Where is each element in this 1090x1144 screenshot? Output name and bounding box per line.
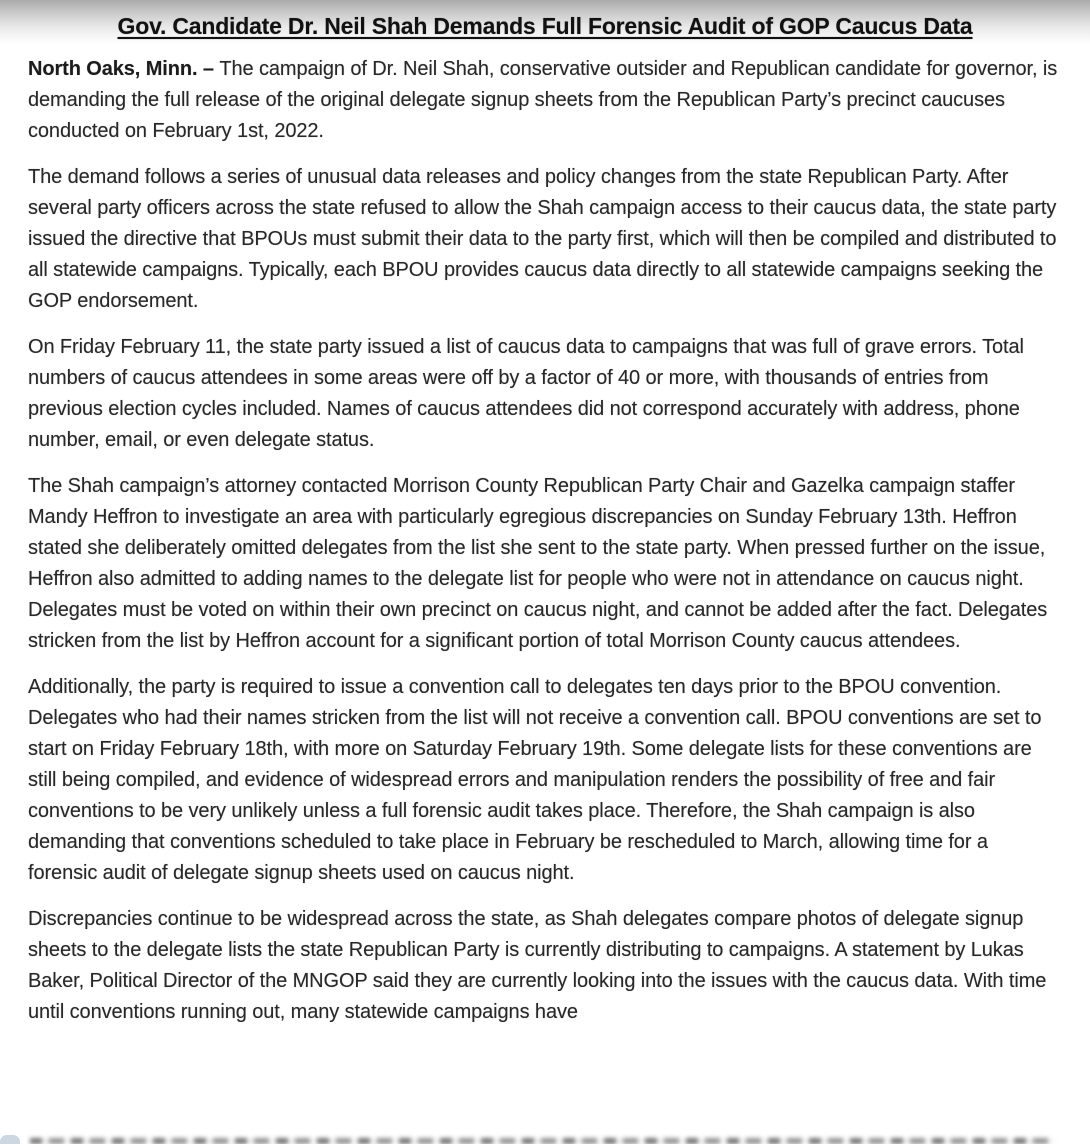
document-body (0, 40, 1090, 1028)
paragraph-2: The demand follows a series of unusual data releases and policy changes from the state Republican Party. After several party officers across the state refused to allow the Shah campaign access to their caucus data, the state party issued the directive that BPOUs must submit their data to the party first, which will then be compiled and distributed to all statewide campaigns. Typically, each BPOU provides caucus data directly to all statewide campaigns seeking the GOP endorsement. (28, 166, 1057, 312)
paragraph-6: Discrepancies continue to be widespread across the state, as Shah delegates compare photos of delegate signup sheets to the delegate lists the state Republican Party is currently distributing to campaigns. A statement by Lukas Baker, Political Director of the MNGOP said they are currently looking into the issues with the caucus data. With time until conventions running out, many statewide campaigns have (28, 908, 1047, 1023)
cutoff-next-line (30, 1138, 1054, 1144)
paragraph-3: On Friday February 11, the state party issued a list of caucus data to campaigns that was full of grave errors. Total numbers of caucus attendees in some areas were off by a factor of 40 or more, with thousands of entries from previous election cycles included. Names of caucus attendees did not correspond accurately with address, phone number, email, or even delegate status. (28, 336, 1024, 451)
document-title: Gov. Candidate Dr. Neil Shah Demands Full Forensic Audit of GOP Caucus Data (117, 13, 973, 39)
dateline: North Oaks, Minn. – (28, 58, 220, 80)
paragraph-1-text: The campaign of Dr. Neil Shah, conservative outsider and Republican candidate for governor, is demanding the full release of the original delegate signup sheets from the Republican Party’s precinct caucuses conducted on February 1st, 2022. (28, 58, 1058, 142)
paragraph-5: Additionally, the party is required to issue a convention call to delegates ten days prior to the BPOU convention. Delegates who had their names stricken from the list will not receive a convention call. BPOU conventions are set to start on Friday February 18th, with more on Saturday February 19th. Some delegate lists for these conventions are still being compiled, and evidence of widespread errors and manipulation renders the possibility of free and fair conventions to be very unlikely unless a full forensic audit takes place. Therefore, the Shah campaign is also demanding that conventions scheduled to take place in February be rescheduled to March, allowing time for a forensic audit of delegate signup sheets used on caucus night. (28, 676, 1042, 884)
paragraph-4: The Shah campaign’s attorney contacted Morrison County Republican Party Chair and Gazelka campaign staffer Mandy Heffron to investigate an area with particularly egregious discrepancies on Sunday February 13th. Heffron stated she deliberately omitted delegates from the list she sent to the state party. When pressed further on the issue, Heffron also admitted to adding names to the delegate list for people who were not in attendance on caucus night. Delegates must be voted on within their own precinct on caucus night, and cannot be added after the fact. Delegates stricken from the list by Heffron account for a significant portion of total Morrison County caucus attendees. (28, 475, 1048, 652)
bottom-left-edge-element (0, 1135, 20, 1144)
paragraph-1 (28, 54, 1062, 147)
